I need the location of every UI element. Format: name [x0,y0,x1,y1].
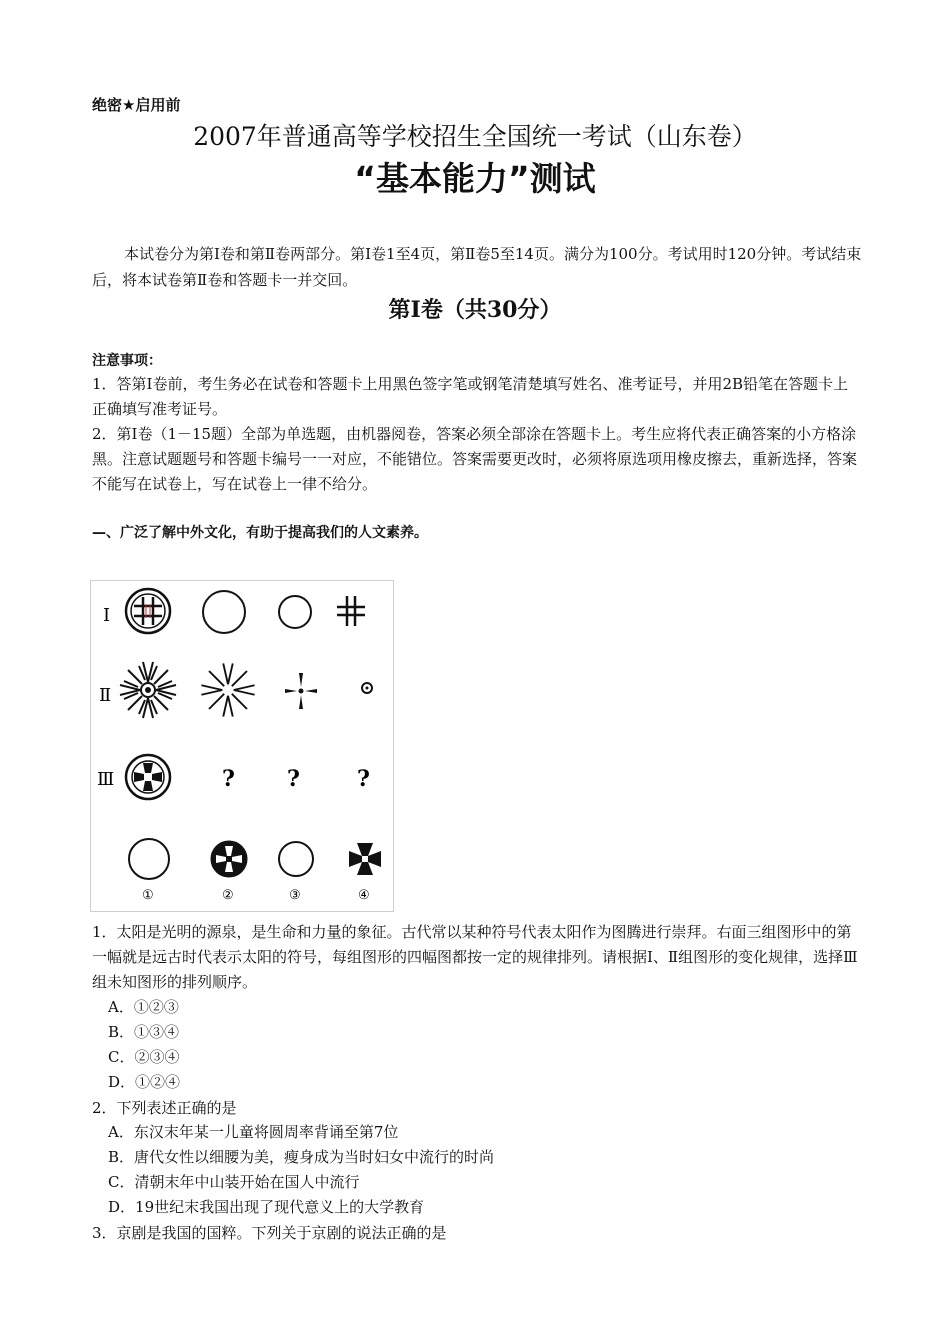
confidential-mark: 绝密★启用前 [92,96,181,114]
question-1-option-c: C．②③④ [108,1048,180,1066]
row1-fig4-grid-icon [337,596,365,626]
option3-circle-icon [279,842,313,876]
option-label-3: ③ [289,888,301,903]
question-2-option-b: B．唐代女性以细腰为美，瘦身成为当时妇女中流行的时尚 [108,1148,495,1166]
option-label-1: ① [142,888,154,903]
row1-fig2-circle-icon [203,591,245,633]
question-2-option-d: D．19世纪末我国出现了现代意义上的大学教育 [108,1198,425,1216]
section-one-heading: —、广泛了解中外文化，有助于提高我们的人文素养。 [92,525,428,541]
question-2-option-c: C．清朝末年中山装开始在国人中流行 [108,1173,360,1191]
row1-fig1-sun-grid-icon [126,589,170,633]
notes-heading: 注意事项： [92,353,162,369]
question-2-option-a: A．东汉末年某一儿童将圆周率背诵至第7位 [108,1123,399,1141]
unknown-mark-2: ? [287,766,300,792]
row2-fig1-burst-icon [120,662,176,718]
row2-fig4-dot-icon [362,683,372,693]
option-label-2: ② [222,888,234,903]
row3-fig1-sun-cross-icon [126,755,170,799]
exam-subtitle: “基本能力”测试 [354,159,596,198]
option2-filled-cross-icon [211,841,247,877]
unknown-mark-1: ? [222,766,235,792]
question-1-option-d: D．①②④ [108,1073,181,1091]
row-label-2: Ⅱ [99,685,112,706]
intro-paragraph: 本试卷分为第Ⅰ卷和第Ⅱ卷两部分。第Ⅰ卷1至4页，第Ⅱ卷5至14页。满分为100分。考试用时120分钟。考试结束后，将本试卷第Ⅱ卷和答题卡一并交回。 [92,245,862,289]
question-2-stem: 2．下列表述正确的是 [92,1099,237,1117]
note-item-2: 2．第Ⅰ卷（1－15题）全部为单选题，由机器阅卷，答案必须全部涂在答题卡上。考生应将代表正确答案的小方格涂黑。注意试题题号和答题卡编号一一对应，不能错位。答案需要更改时，必须将原选项用橡皮擦去，重新选择，答案不能写在试卷上，写在试卷上一律不给分。 [92,425,858,493]
part-one-title: 第Ⅰ卷（共30分） [388,297,562,323]
exam-title: 2007年普通高等学校招生全国统一考试（山东卷） [193,122,757,151]
question-1-option-b: B．①③④ [108,1023,180,1041]
sun-symbol-figure [90,580,394,912]
question-1-option-a: A．①②③ [108,998,179,1016]
row1-fig3-circle-icon [279,596,311,628]
option-label-4: ④ [358,888,370,903]
option1-circle-icon [129,839,169,879]
row-label-1: Ⅰ [103,605,111,626]
row2-fig3-cross-icon [285,673,317,709]
note-item-1: 1．答第Ⅰ卷前，考生务必在试卷和答题卡上用黑色签字笔或钢笔清楚填写姓名、准考证号，并用2B铅笔在答题卡上正确填写准考证号。 [92,375,849,418]
question-1-stem: 1．太阳是光明的源泉，是生命和力量的象征。古代常以某种符号代表太阳作为图腾进行崇拜。右面三组图形中的第一幅就是远古时代表示太阳的符号，每组图形的四幅图都按一定的规律排列。请根据Ⅰ、Ⅱ组图形的变化规律，选择Ⅲ组未知图形的排列顺序。 [92,923,858,991]
row2-fig2-burst-icon [201,663,254,716]
question-3-stem: 3．京剧是我国的国粹。下列关于京剧的说法正确的是 [92,1224,447,1242]
figure-svg [91,581,393,911]
row-label-3: Ⅲ [97,769,115,790]
unknown-mark-3: ? [357,766,370,792]
option4-cross-icon [349,843,381,875]
